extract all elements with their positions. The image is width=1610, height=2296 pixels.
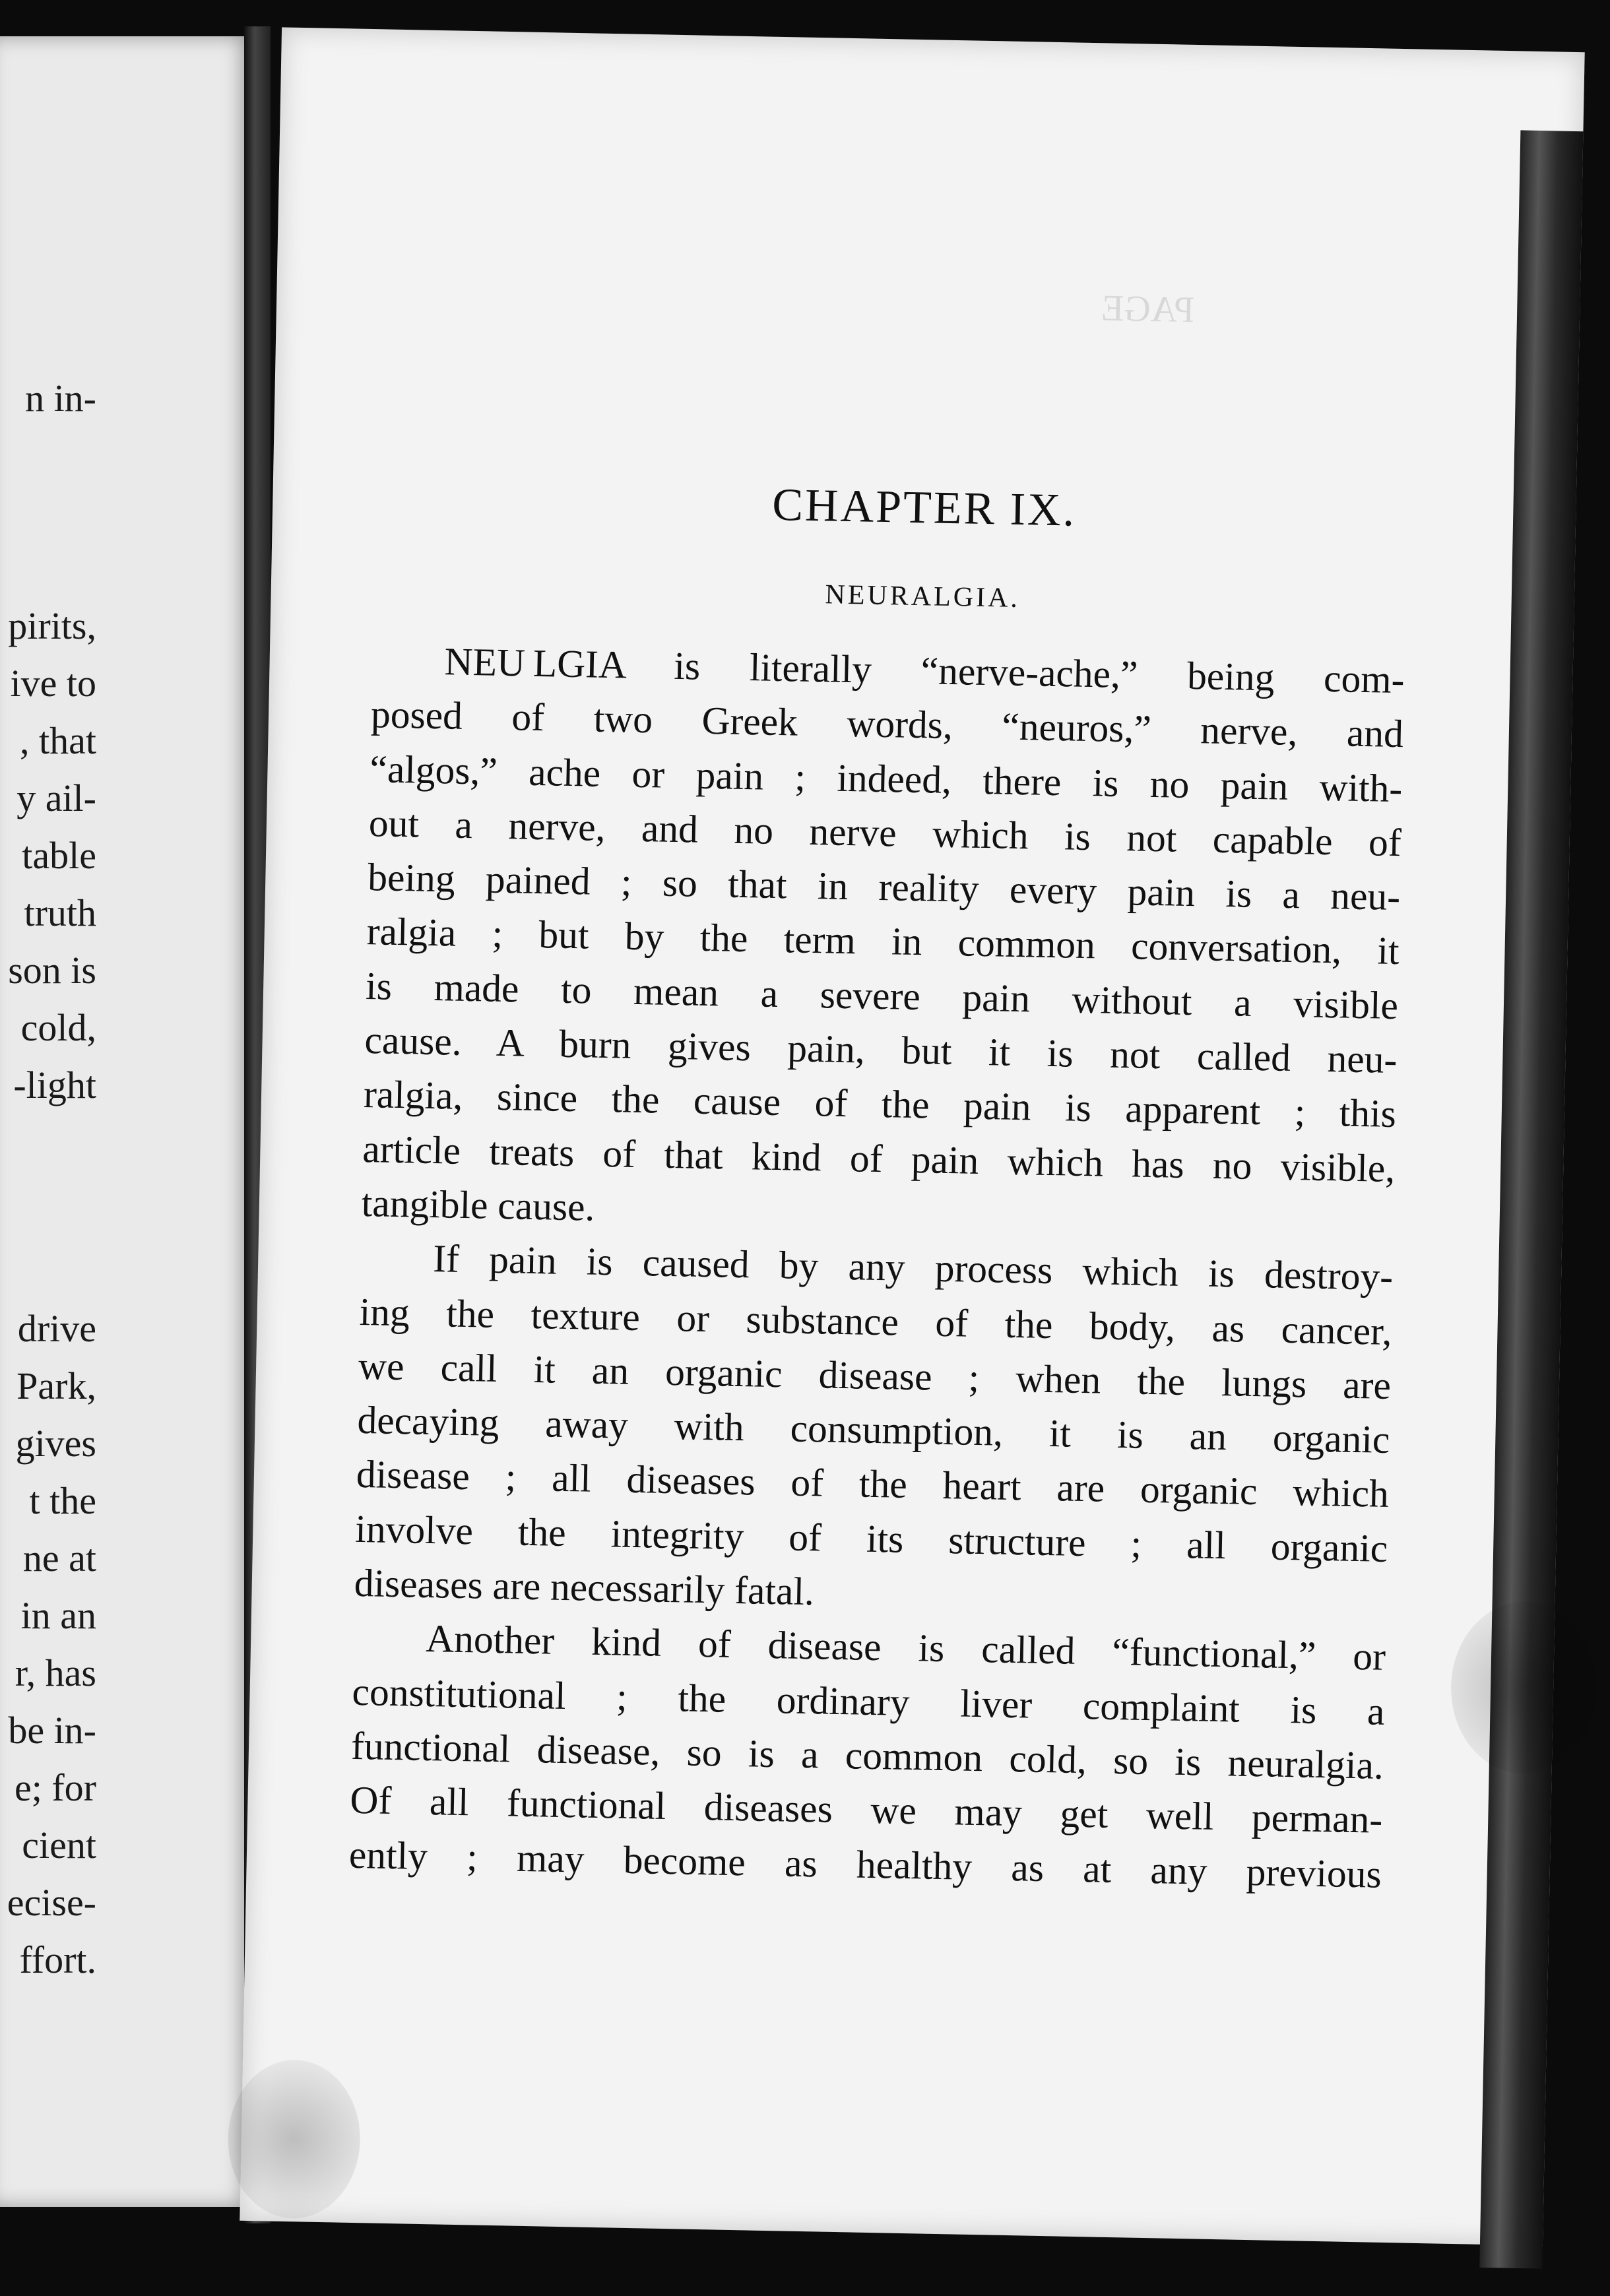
left-line: ffort. xyxy=(19,1938,96,1981)
text-line: tangible cause. xyxy=(361,1180,596,1229)
chapter-title: CHAPTER IX. xyxy=(771,479,1077,536)
text-line: posed of two Greek words, “neuros,” nerve, and xyxy=(370,692,1404,756)
text-line: we call it an organic disease ; when the lungs are xyxy=(358,1343,1392,1407)
bleed-through: PAGE xyxy=(1101,288,1195,331)
text-line: “algos,” ache or pain ; indeed, there is no pain with- xyxy=(369,746,1403,810)
text-line: cause. A burn gives pain, but it is not called neu- xyxy=(364,1018,1398,1082)
text-line: If pain is caused by any process which is destroy- xyxy=(432,1236,1394,1299)
left-line: drive xyxy=(17,1307,96,1350)
text-line: is made to mean a severe pain without a visible xyxy=(365,963,1399,1027)
text-line: decaying away with consumption, it is an organic xyxy=(356,1398,1390,1462)
left-line: e; for xyxy=(15,1766,96,1809)
left-line: Park, xyxy=(16,1364,96,1407)
text-line: Of all functional diseases we may get well perman- xyxy=(349,1778,1383,1842)
text-line: out a nerve, and no nerve which is not capable of xyxy=(368,800,1402,865)
left-line: ne at xyxy=(22,1537,96,1579)
paragraph xyxy=(361,633,1405,1250)
text-line: being pained ; so that in reality every pain is a neu- xyxy=(367,855,1401,919)
text-line: ralgia ; but by the term in common conversation, it xyxy=(366,909,1400,973)
left-line: cold, xyxy=(20,1006,96,1049)
left-line: ecise- xyxy=(7,1881,96,1924)
left-page xyxy=(0,36,254,2207)
text-line: article treats of that kind of pain which has no visible, xyxy=(362,1126,1396,1190)
paragraph xyxy=(348,1610,1386,1901)
left-line: truth xyxy=(24,891,96,934)
left-line: in an xyxy=(20,1594,96,1637)
text-line: Another kind of disease is called “functional,” or xyxy=(425,1616,1386,1679)
left-line: r, has xyxy=(15,1651,96,1694)
left-line: gives xyxy=(15,1422,96,1465)
left-line: n in- xyxy=(25,377,96,420)
left-line: t the xyxy=(29,1479,96,1522)
left-line: , that xyxy=(20,719,96,762)
section-title: NEURALGIA. xyxy=(825,579,1021,614)
left-line: son is xyxy=(8,949,96,992)
left-line: cient xyxy=(22,1824,96,1866)
left-line: pirits, xyxy=(8,604,96,647)
text-line: NEU LGIA is literally “nerve-ache,” being com- xyxy=(444,639,1405,702)
text-line: disease ; all diseases of the heart are organic which xyxy=(356,1452,1390,1516)
text-line: functional disease, so is a common cold, so is neuralgia. xyxy=(350,1723,1384,1787)
page-edge xyxy=(1479,130,1583,2268)
paragraph xyxy=(354,1230,1394,1630)
left-line: table xyxy=(22,834,96,877)
left-line: -light xyxy=(13,1064,96,1106)
text-line: diseases are necessarily fatal. xyxy=(354,1560,815,1614)
smudge xyxy=(1450,1601,1598,1775)
text-line: ing the texture or substance of the body, as cancer, xyxy=(359,1289,1393,1353)
text-line: involve the integrity of its structure ; all organic xyxy=(354,1506,1388,1570)
body-text xyxy=(348,633,1405,1901)
left-line: ive to xyxy=(10,662,96,705)
smudge xyxy=(226,2058,362,2219)
left-line: y ail- xyxy=(16,777,96,819)
right-page xyxy=(240,27,1584,2245)
text-line: ralgia, since the cause of the pain is apparent ; this xyxy=(363,1072,1397,1136)
text-line: ently ; may become as healthy as at any previous xyxy=(348,1832,1382,1896)
left-line: be in- xyxy=(8,1709,96,1752)
text-line: constitutional ; the ordinary liver complaint is a xyxy=(352,1669,1386,1733)
